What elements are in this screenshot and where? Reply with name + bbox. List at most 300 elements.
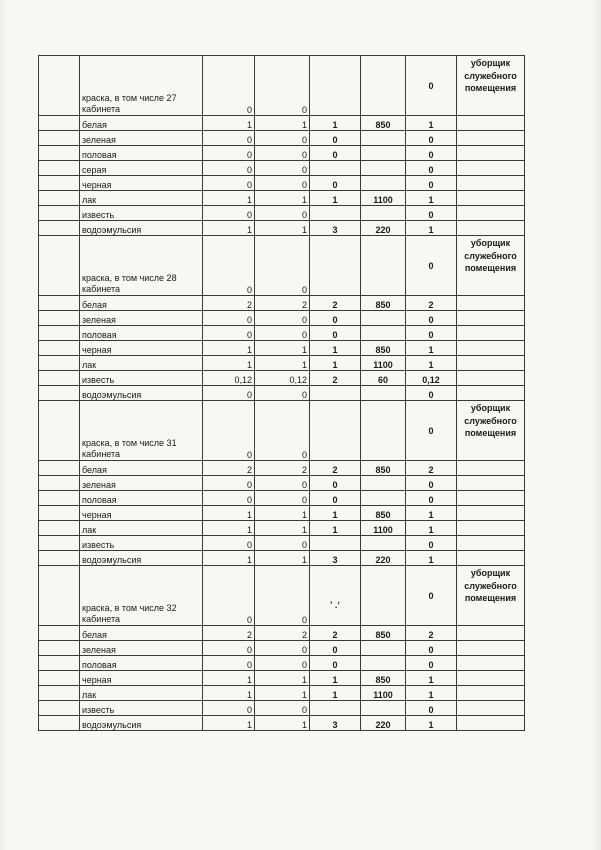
empty-cell bbox=[39, 536, 80, 551]
total-cell: 1 bbox=[406, 221, 457, 236]
price-cell bbox=[361, 161, 406, 176]
material-name-cell: водоэмульсия bbox=[80, 716, 203, 731]
price-cell: 850 bbox=[361, 506, 406, 521]
note-cell bbox=[457, 116, 525, 131]
price-cell bbox=[361, 536, 406, 551]
note-cell bbox=[457, 296, 525, 311]
price-cell bbox=[361, 491, 406, 506]
total-cell: 0,12 bbox=[406, 371, 457, 386]
empty-cell bbox=[39, 506, 80, 521]
empty-cell bbox=[39, 626, 80, 641]
quantity-3-cell: 1 bbox=[310, 671, 361, 686]
quantity-1-cell: 0 bbox=[203, 131, 255, 146]
section-q3-cell bbox=[310, 56, 361, 116]
section-header-row bbox=[39, 566, 525, 626]
section-title-cell: краска, в том числе 27 кабинета bbox=[80, 56, 203, 116]
section-title-cell: краска, в том числе 31 кабинета bbox=[80, 401, 203, 461]
table-row bbox=[39, 521, 525, 536]
section-q3-cell bbox=[310, 236, 361, 296]
total-cell: 1 bbox=[406, 506, 457, 521]
quantity-3-cell bbox=[310, 536, 361, 551]
note-cell bbox=[457, 176, 525, 191]
total-cell: 0 bbox=[406, 656, 457, 671]
material-name-cell: зеленая bbox=[80, 641, 203, 656]
material-name-cell: лак bbox=[80, 191, 203, 206]
price-cell bbox=[361, 131, 406, 146]
table-row bbox=[39, 461, 525, 476]
empty-cell bbox=[39, 491, 80, 506]
quantity-2-cell: 2 bbox=[255, 296, 310, 311]
quantity-3-cell: 0 bbox=[310, 491, 361, 506]
quantity-1-cell: 1 bbox=[203, 356, 255, 371]
quantity-1-cell: 0 bbox=[203, 326, 255, 341]
quantity-2-cell: 1 bbox=[255, 671, 310, 686]
total-cell: 1 bbox=[406, 671, 457, 686]
quantity-2-cell: 0 bbox=[255, 131, 310, 146]
table-row bbox=[39, 671, 525, 686]
quantity-2-cell: 1 bbox=[255, 341, 310, 356]
table-row bbox=[39, 146, 525, 161]
quantity-3-cell: 0 bbox=[310, 176, 361, 191]
quantity-1-cell: 0 bbox=[203, 146, 255, 161]
note-cell bbox=[457, 626, 525, 641]
empty-cell bbox=[39, 686, 80, 701]
material-name-cell: зеленая bbox=[80, 476, 203, 491]
material-name-cell: водоэмульсия bbox=[80, 221, 203, 236]
price-cell: 850 bbox=[361, 341, 406, 356]
total-cell: 2 bbox=[406, 626, 457, 641]
total-cell: 0 bbox=[406, 206, 457, 221]
empty-cell bbox=[39, 551, 80, 566]
quantity-1-cell: 1 bbox=[203, 551, 255, 566]
quantity-2-cell: 0 bbox=[255, 656, 310, 671]
quantity-1-cell: 0 bbox=[203, 161, 255, 176]
note-cell bbox=[457, 686, 525, 701]
quantity-1-cell: 1 bbox=[203, 671, 255, 686]
quantity-3-cell bbox=[310, 161, 361, 176]
quantity-1-cell: 0,12 bbox=[203, 371, 255, 386]
total-cell: 0 bbox=[406, 176, 457, 191]
empty-cell bbox=[39, 476, 80, 491]
price-cell bbox=[361, 476, 406, 491]
quantity-2-cell: 1 bbox=[255, 356, 310, 371]
quantity-3-cell: 0 bbox=[310, 311, 361, 326]
material-name-cell: зеленая bbox=[80, 311, 203, 326]
quantity-1-cell: 0 bbox=[203, 701, 255, 716]
section-q1-cell: 0 bbox=[203, 56, 255, 116]
quantity-2-cell: 1 bbox=[255, 521, 310, 536]
section-price-cell bbox=[361, 401, 406, 461]
quantity-2-cell: 2 bbox=[255, 626, 310, 641]
quantity-2-cell: 0 bbox=[255, 536, 310, 551]
quantity-3-cell: 0 bbox=[310, 641, 361, 656]
quantity-2-cell: 0 bbox=[255, 206, 310, 221]
quantity-1-cell: 2 bbox=[203, 296, 255, 311]
quantity-1-cell: 0 bbox=[203, 476, 255, 491]
section-header-row bbox=[39, 401, 525, 461]
section-q1-cell: 0 bbox=[203, 401, 255, 461]
table-row bbox=[39, 116, 525, 131]
note-cell bbox=[457, 356, 525, 371]
note-cell bbox=[457, 146, 525, 161]
material-name-cell: лак bbox=[80, 356, 203, 371]
table-row bbox=[39, 716, 525, 731]
section-q2-cell: 0 bbox=[255, 566, 310, 626]
quantity-1-cell: 1 bbox=[203, 506, 255, 521]
table-row bbox=[39, 656, 525, 671]
price-cell bbox=[361, 206, 406, 221]
total-cell: 1 bbox=[406, 116, 457, 131]
total-cell: 1 bbox=[406, 716, 457, 731]
empty-cell bbox=[39, 641, 80, 656]
note-cell bbox=[457, 341, 525, 356]
note-cell bbox=[457, 476, 525, 491]
quantity-3-cell: 2 bbox=[310, 296, 361, 311]
empty-cell bbox=[39, 371, 80, 386]
total-cell: 0 bbox=[406, 386, 457, 401]
note-cell bbox=[457, 521, 525, 536]
price-cell bbox=[361, 326, 406, 341]
table-row bbox=[39, 686, 525, 701]
note-cell bbox=[457, 206, 525, 221]
quantity-2-cell: 0 bbox=[255, 491, 310, 506]
material-name-cell: водоэмульсия bbox=[80, 551, 203, 566]
material-name-cell: известь bbox=[80, 371, 203, 386]
quantity-1-cell: 1 bbox=[203, 221, 255, 236]
price-cell: 220 bbox=[361, 551, 406, 566]
table-row bbox=[39, 386, 525, 401]
material-name-cell: половая bbox=[80, 146, 203, 161]
table-row bbox=[39, 341, 525, 356]
total-cell: 1 bbox=[406, 191, 457, 206]
quantity-3-cell: 1 bbox=[310, 191, 361, 206]
total-cell: 0 bbox=[406, 326, 457, 341]
handwritten-marks: ' .ʼ bbox=[330, 600, 340, 610]
table-row bbox=[39, 476, 525, 491]
note-cell bbox=[457, 311, 525, 326]
total-cell: 1 bbox=[406, 521, 457, 536]
table-row bbox=[39, 176, 525, 191]
quantity-3-cell: 3 bbox=[310, 551, 361, 566]
quantity-1-cell: 1 bbox=[203, 716, 255, 731]
quantity-1-cell: 0 bbox=[203, 641, 255, 656]
table-row bbox=[39, 551, 525, 566]
price-cell: 1100 bbox=[361, 686, 406, 701]
total-cell: 0 bbox=[406, 311, 457, 326]
section-total-cell: 0 bbox=[406, 236, 457, 296]
table-row bbox=[39, 701, 525, 716]
quantity-2-cell: 1 bbox=[255, 116, 310, 131]
quantity-1-cell: 1 bbox=[203, 191, 255, 206]
quantity-1-cell: 0 bbox=[203, 491, 255, 506]
total-cell: 0 bbox=[406, 701, 457, 716]
note-cell bbox=[457, 326, 525, 341]
table-row bbox=[39, 191, 525, 206]
quantity-2-cell: 0 bbox=[255, 476, 310, 491]
section-q3-cell bbox=[310, 401, 361, 461]
quantity-3-cell: 0 bbox=[310, 326, 361, 341]
quantity-2-cell: 1 bbox=[255, 551, 310, 566]
section-q2-cell: 0 bbox=[255, 56, 310, 116]
section-note-cell: уборщик служебного помещения bbox=[457, 401, 525, 461]
section-header-row bbox=[39, 236, 525, 296]
materials-table-body bbox=[39, 56, 525, 731]
quantity-2-cell: 0,12 bbox=[255, 371, 310, 386]
empty-cell bbox=[39, 311, 80, 326]
material-name-cell: известь bbox=[80, 206, 203, 221]
quantity-3-cell: 0 bbox=[310, 146, 361, 161]
table-row bbox=[39, 626, 525, 641]
empty-cell bbox=[39, 716, 80, 731]
note-cell bbox=[457, 701, 525, 716]
section-total-cell: 0 bbox=[406, 401, 457, 461]
empty-cell bbox=[39, 296, 80, 311]
quantity-3-cell bbox=[310, 386, 361, 401]
note-cell bbox=[457, 716, 525, 731]
price-cell bbox=[361, 311, 406, 326]
quantity-3-cell: 2 bbox=[310, 371, 361, 386]
table-row bbox=[39, 491, 525, 506]
section-total-cell: 0 bbox=[406, 566, 457, 626]
quantity-1-cell: 1 bbox=[203, 521, 255, 536]
quantity-1-cell: 0 bbox=[203, 656, 255, 671]
empty-cell bbox=[39, 146, 80, 161]
quantity-3-cell: 2 bbox=[310, 626, 361, 641]
total-cell: 1 bbox=[406, 551, 457, 566]
empty-cell bbox=[39, 521, 80, 536]
table-row bbox=[39, 131, 525, 146]
note-cell bbox=[457, 131, 525, 146]
section-title-cell: краска, в том числе 28 кабинета bbox=[80, 236, 203, 296]
quantity-3-cell: 1 bbox=[310, 356, 361, 371]
note-cell bbox=[457, 386, 525, 401]
quantity-2-cell: 1 bbox=[255, 221, 310, 236]
table-row bbox=[39, 506, 525, 521]
empty-cell bbox=[39, 701, 80, 716]
empty-cell bbox=[39, 356, 80, 371]
table-row bbox=[39, 221, 525, 236]
empty-cell bbox=[39, 656, 80, 671]
quantity-1-cell: 2 bbox=[203, 626, 255, 641]
section-note-cell: уборщик служебного помещения bbox=[457, 56, 525, 116]
quantity-2-cell: 0 bbox=[255, 701, 310, 716]
quantity-3-cell: 1 bbox=[310, 341, 361, 356]
price-cell bbox=[361, 656, 406, 671]
price-cell: 850 bbox=[361, 626, 406, 641]
quantity-1-cell: 1 bbox=[203, 341, 255, 356]
total-cell: 0 bbox=[406, 161, 457, 176]
quantity-3-cell: 0 bbox=[310, 131, 361, 146]
price-cell: 60 bbox=[361, 371, 406, 386]
material-name-cell: черная bbox=[80, 176, 203, 191]
table-row bbox=[39, 161, 525, 176]
quantity-2-cell: 0 bbox=[255, 386, 310, 401]
quantity-3-cell: 3 bbox=[310, 716, 361, 731]
quantity-2-cell: 0 bbox=[255, 146, 310, 161]
quantity-1-cell: 0 bbox=[203, 176, 255, 191]
total-cell: 0 bbox=[406, 491, 457, 506]
price-cell: 1100 bbox=[361, 521, 406, 536]
quantity-3-cell bbox=[310, 206, 361, 221]
total-cell: 1 bbox=[406, 686, 457, 701]
quantity-1-cell: 1 bbox=[203, 116, 255, 131]
quantity-2-cell: 1 bbox=[255, 506, 310, 521]
quantity-2-cell: 1 bbox=[255, 716, 310, 731]
material-name-cell: половая bbox=[80, 491, 203, 506]
quantity-2-cell: 1 bbox=[255, 686, 310, 701]
material-name-cell: белая bbox=[80, 116, 203, 131]
price-cell: 850 bbox=[361, 461, 406, 476]
empty-cell bbox=[39, 131, 80, 146]
material-name-cell: половая bbox=[80, 656, 203, 671]
section-price-cell bbox=[361, 566, 406, 626]
table-row bbox=[39, 296, 525, 311]
table-row bbox=[39, 371, 525, 386]
empty-cell bbox=[39, 56, 80, 116]
material-name-cell: лак bbox=[80, 686, 203, 701]
note-cell bbox=[457, 506, 525, 521]
total-cell: 1 bbox=[406, 341, 457, 356]
table-row bbox=[39, 326, 525, 341]
material-name-cell: черная bbox=[80, 341, 203, 356]
price-cell bbox=[361, 146, 406, 161]
quantity-1-cell: 2 bbox=[203, 461, 255, 476]
quantity-2-cell: 0 bbox=[255, 311, 310, 326]
empty-cell bbox=[39, 386, 80, 401]
material-name-cell: лак bbox=[80, 521, 203, 536]
quantity-3-cell: 0 bbox=[310, 476, 361, 491]
material-name-cell: известь bbox=[80, 536, 203, 551]
total-cell: 0 bbox=[406, 641, 457, 656]
empty-cell bbox=[39, 191, 80, 206]
note-cell bbox=[457, 461, 525, 476]
material-name-cell: черная bbox=[80, 506, 203, 521]
price-cell: 850 bbox=[361, 671, 406, 686]
total-cell: 0 bbox=[406, 146, 457, 161]
note-cell bbox=[457, 371, 525, 386]
empty-cell bbox=[39, 671, 80, 686]
section-total-cell: 0 bbox=[406, 56, 457, 116]
quantity-2-cell: 0 bbox=[255, 641, 310, 656]
material-name-cell: зеленая bbox=[80, 131, 203, 146]
total-cell: 0 bbox=[406, 536, 457, 551]
price-cell: 220 bbox=[361, 221, 406, 236]
empty-cell bbox=[39, 401, 80, 461]
empty-cell bbox=[39, 116, 80, 131]
empty-cell bbox=[39, 341, 80, 356]
quantity-1-cell: 0 bbox=[203, 386, 255, 401]
note-cell bbox=[457, 671, 525, 686]
total-cell: 2 bbox=[406, 296, 457, 311]
empty-cell bbox=[39, 206, 80, 221]
empty-cell bbox=[39, 566, 80, 626]
material-name-cell: водоэмульсия bbox=[80, 386, 203, 401]
empty-cell bbox=[39, 176, 80, 191]
materials-table bbox=[38, 55, 525, 731]
note-cell bbox=[457, 536, 525, 551]
quantity-3-cell bbox=[310, 701, 361, 716]
section-q2-cell: 0 bbox=[255, 401, 310, 461]
price-cell bbox=[361, 176, 406, 191]
price-cell: 850 bbox=[361, 296, 406, 311]
quantity-1-cell: 1 bbox=[203, 686, 255, 701]
note-cell bbox=[457, 161, 525, 176]
quantity-2-cell: 2 bbox=[255, 461, 310, 476]
quantity-3-cell: 0 bbox=[310, 656, 361, 671]
quantity-3-cell: 1 bbox=[310, 686, 361, 701]
empty-cell bbox=[39, 461, 80, 476]
price-cell: 1100 bbox=[361, 191, 406, 206]
price-cell: 850 bbox=[361, 116, 406, 131]
section-q1-cell: 0 bbox=[203, 236, 255, 296]
price-cell bbox=[361, 701, 406, 716]
empty-cell bbox=[39, 236, 80, 296]
empty-cell bbox=[39, 221, 80, 236]
quantity-2-cell: 0 bbox=[255, 326, 310, 341]
section-price-cell bbox=[361, 236, 406, 296]
total-cell: 2 bbox=[406, 461, 457, 476]
total-cell: 0 bbox=[406, 131, 457, 146]
note-cell bbox=[457, 551, 525, 566]
note-cell bbox=[457, 221, 525, 236]
quantity-3-cell: 1 bbox=[310, 521, 361, 536]
section-price-cell bbox=[361, 56, 406, 116]
price-cell bbox=[361, 641, 406, 656]
empty-cell bbox=[39, 161, 80, 176]
material-name-cell: черная bbox=[80, 671, 203, 686]
table-row bbox=[39, 206, 525, 221]
note-cell bbox=[457, 656, 525, 671]
section-q2-cell: 0 bbox=[255, 236, 310, 296]
section-note-cell: уборщик служебного помещения bbox=[457, 566, 525, 626]
material-name-cell: белая bbox=[80, 461, 203, 476]
material-name-cell: белая bbox=[80, 296, 203, 311]
note-cell bbox=[457, 641, 525, 656]
quantity-1-cell: 0 bbox=[203, 536, 255, 551]
section-q3-cell bbox=[310, 566, 361, 626]
table-row bbox=[39, 311, 525, 326]
section-note-cell: уборщик служебного помещения bbox=[457, 236, 525, 296]
material-name-cell: половая bbox=[80, 326, 203, 341]
empty-cell bbox=[39, 326, 80, 341]
table-row bbox=[39, 356, 525, 371]
price-cell: 220 bbox=[361, 716, 406, 731]
section-title-cell: краска, в том числе 32 кабинета bbox=[80, 566, 203, 626]
quantity-3-cell: 2 bbox=[310, 461, 361, 476]
table-row bbox=[39, 641, 525, 656]
quantity-3-cell: 1 bbox=[310, 116, 361, 131]
section-header-row bbox=[39, 56, 525, 116]
total-cell: 0 bbox=[406, 476, 457, 491]
quantity-1-cell: 0 bbox=[203, 311, 255, 326]
quantity-3-cell: 1 bbox=[310, 506, 361, 521]
note-cell bbox=[457, 491, 525, 506]
material-name-cell: известь bbox=[80, 701, 203, 716]
section-q1-cell: 0 bbox=[203, 566, 255, 626]
quantity-2-cell: 0 bbox=[255, 176, 310, 191]
note-cell bbox=[457, 191, 525, 206]
price-cell: 1100 bbox=[361, 356, 406, 371]
quantity-1-cell: 0 bbox=[203, 206, 255, 221]
total-cell: 1 bbox=[406, 356, 457, 371]
material-name-cell: серая bbox=[80, 161, 203, 176]
quantity-2-cell: 1 bbox=[255, 191, 310, 206]
quantity-3-cell: 3 bbox=[310, 221, 361, 236]
price-cell bbox=[361, 386, 406, 401]
table-row bbox=[39, 536, 525, 551]
quantity-2-cell: 0 bbox=[255, 161, 310, 176]
material-name-cell: белая bbox=[80, 626, 203, 641]
